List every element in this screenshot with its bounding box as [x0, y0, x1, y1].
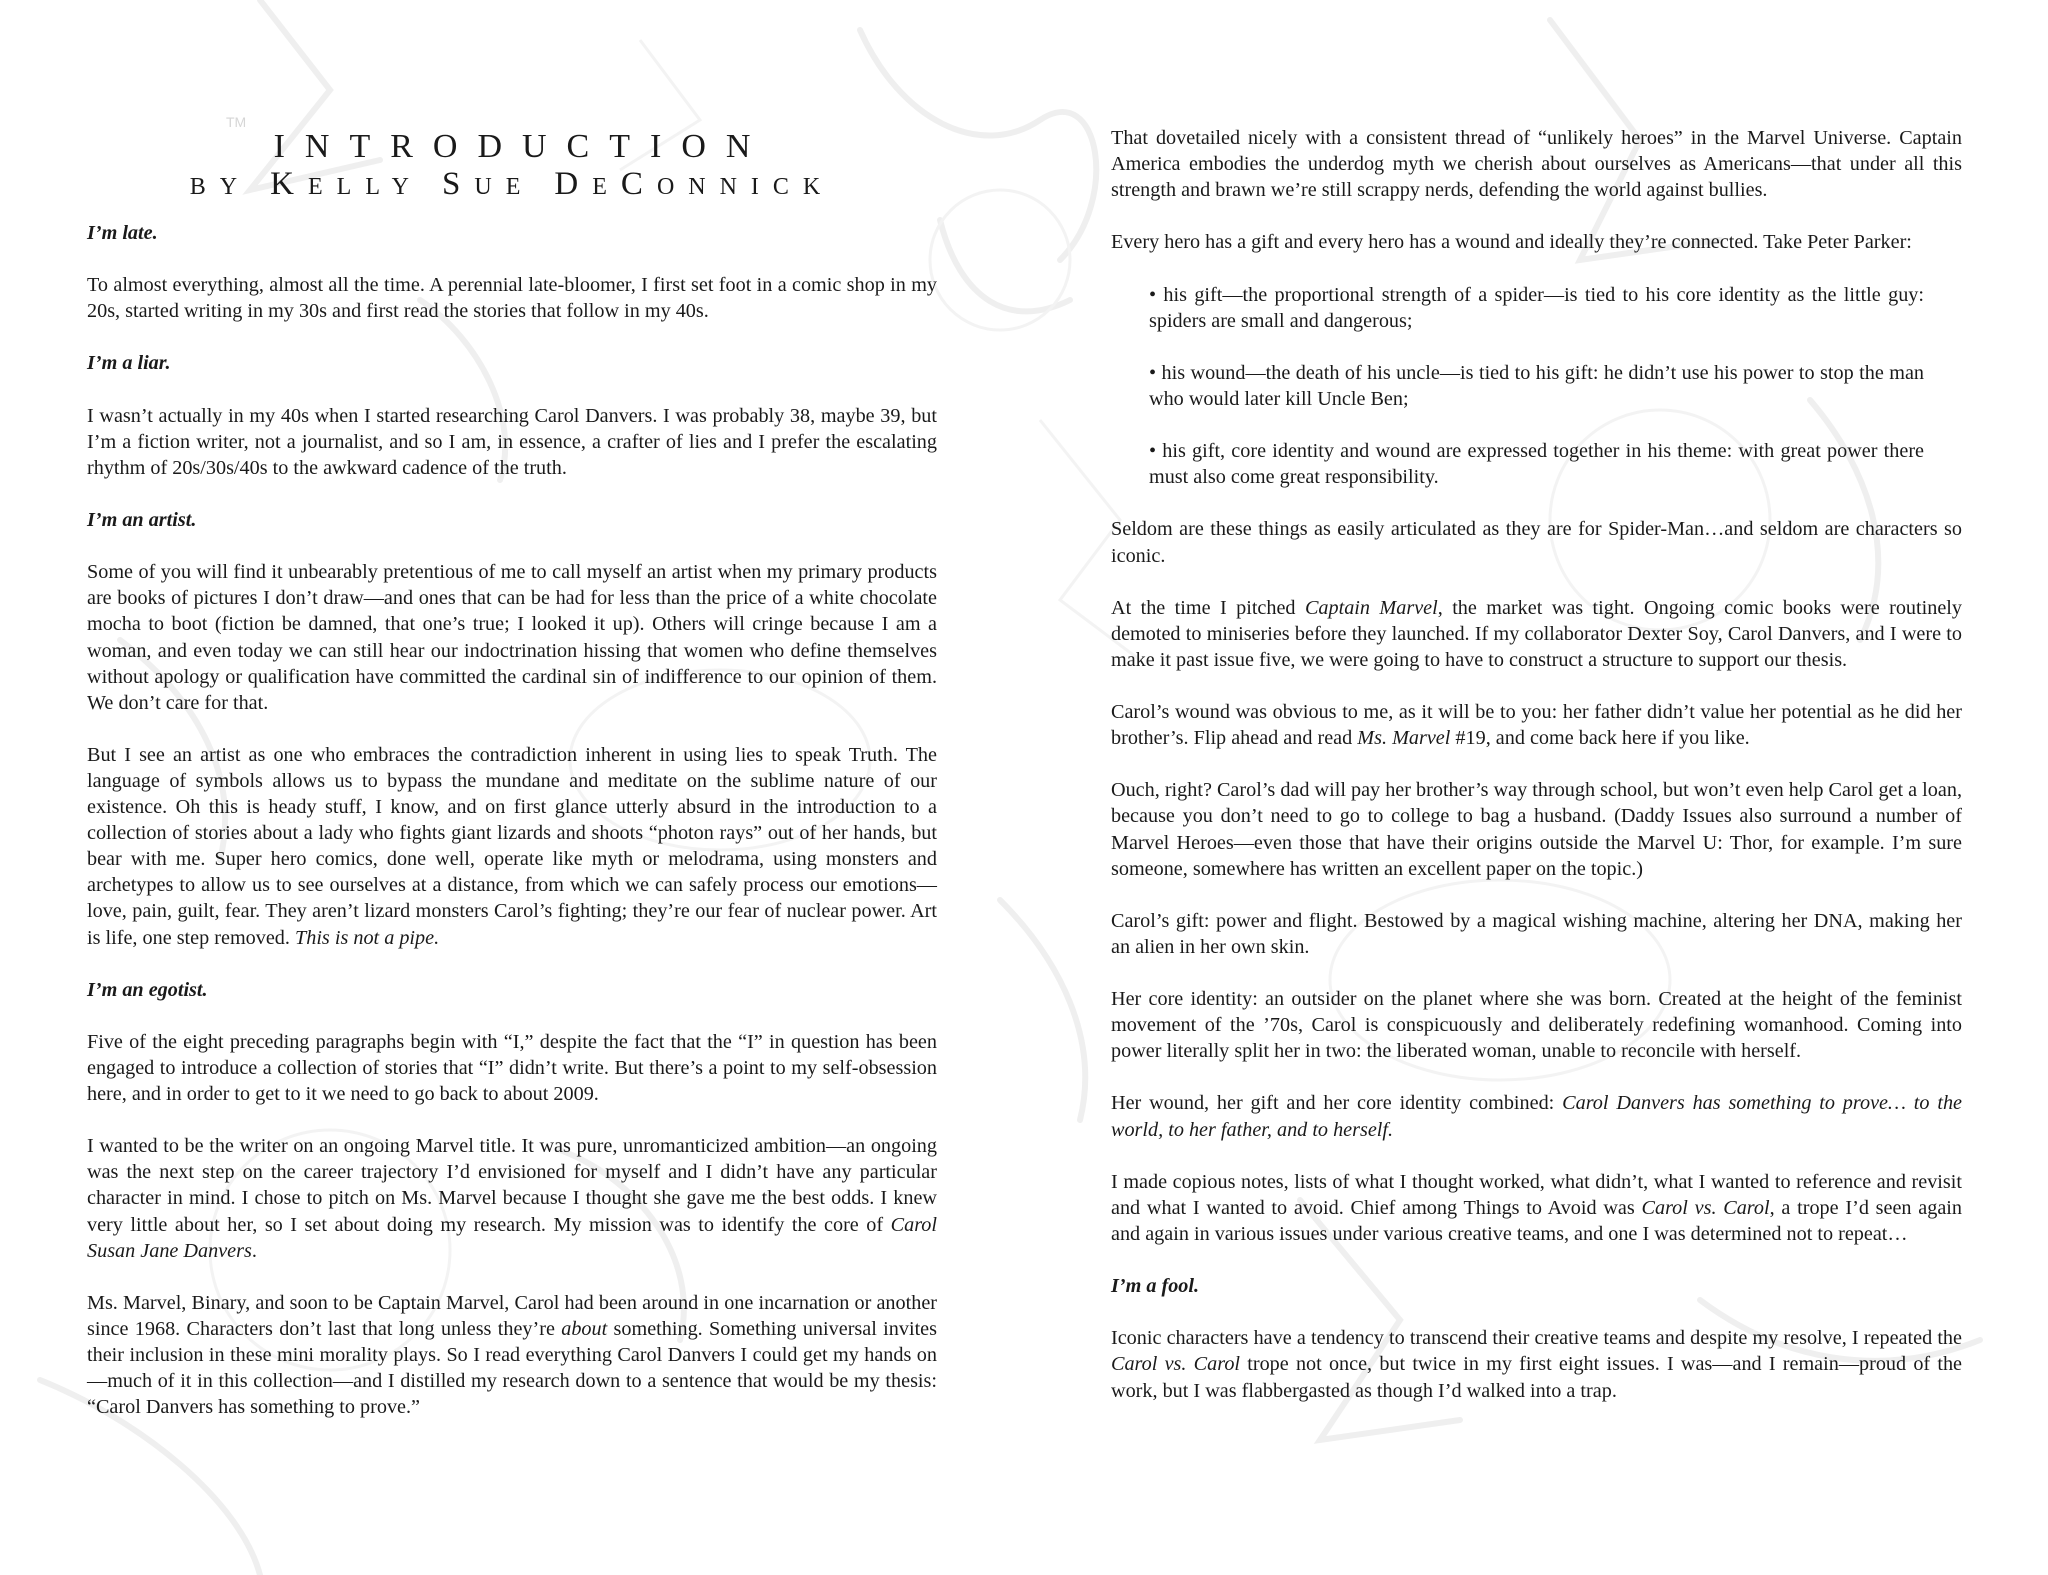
- paragraph: Seldom are these things as easily articulated as they are for Spider-Man…and seldom are characters so iconic.: [1111, 518, 1962, 567]
- bullet-item: • his gift—the proportional strength of a spider—is tied to his core identity as the little guy: spiders are small and dangerous;: [1149, 283, 1924, 332]
- paragraph: Iconic characters have a tendency to transcend their creative teams and despite my resolve, I repeated the Carol vs. Carol trope not once, but twice in my first eight issues. I was—and I remain—proud of the work, but I was flabbergasted as though I’d walked into a trap.: [1111, 1327, 1963, 1402]
- section-heading: I’m late.: [87, 222, 158, 244]
- paragraph: Five of the eight preceding paragraphs begin with “I,” despite the fact that the “I” in question has been engaged to introduce a collection of stories that “I” didn’t write. But there’s a point to my self-obsession here, and in order to get to it we need to go back to about 2009.: [87, 1030, 937, 1106]
- bullet-item: • his gift, core identity and wound are expressed together in his theme: with great power there must also come great responsibility.: [1149, 440, 1924, 489]
- title-block: [87, 125, 937, 202]
- paragraph: Her wound, her gift and her core identity combined: Carol Danvers has something to prove… to the world, to her father, and to herself.: [1111, 1092, 1963, 1141]
- paragraph: I wasn’t actually in my 40s when I started researching Carol Danvers. I was probably 38, maybe 39, but I’m a fiction writer, not a journalist, and so I am, in essence, a crafter of lies and I prefer the escalating rhythm of 20s/30s/40s to the awkward cadence of the truth.: [87, 404, 937, 479]
- left-column: [87, 125, 937, 1446]
- trademark-mark: TM: [226, 114, 247, 130]
- page-title: INTRODUCTION: [273, 128, 771, 165]
- paragraph: At the time I pitched Captain Marvel, the market was tight. Ongoing comic books were routinely demoted to miniseries before they launched. If my collaborator Dexter Soy, Carol Danvers, and I were to make it past issue five, we were going to have to construct a structure to support our thesis.: [1111, 596, 1962, 671]
- paragraph: Carol’s gift: power and flight. Bestowed by a magical wishing machine, altering her DNA, making her an alien in her own skin.: [1111, 909, 1962, 958]
- section-heading: I’m a fool.: [1111, 1275, 1200, 1298]
- paragraph: Ms. Marvel, Binary, and soon to be Captain Marvel, Carol had been around in one incarnation or another since 1968. Characters don’t last that long unless they’re about something. Something universal invites their inclusion in these mini morality plays. So I read everything Carol Danvers I could get my hands on—much of it in this collection—and I distilled my research down to a sentence that would be my thesis: “Carol Danvers has something to prove.”: [87, 1291, 937, 1419]
- paragraph: Carol’s wound was obvious to me, as it will be to you: her father didn’t value her potential as he did her brother’s. Flip ahead and read Ms. Marvel #19, and come back here if you like.: [1111, 701, 1962, 750]
- paragraph: Her core identity: an outsider on the planet where she was born. Created at the height of the feminist movement of the ’70s, Carol is conspicuously and deliberately redefining womanhood. Coming into power literally split her in two: the liberated woman, unable to reconcile with herself.: [1111, 988, 1962, 1063]
- paragraph: I wanted to be the writer on an ongoing Marvel title. It was pure, unromanticized ambition—an ongoing was the next step on the career trajectory I’d envisioned for myself and I didn’t have any particular character in mind. I chose to pitch on Ms. Marvel because I thought she gave me the best odds. I knew very little about her, so I set about doing my research. My mission was to identify the core of Carol Susan Jane Danvers.: [87, 1135, 938, 1262]
- paragraph: I made copious notes, lists of what I thought worked, what didn’t, what I wanted to reference and revisit and what I wanted to avoid. Chief among Things to Avoid was Carol vs. Carol, a trope I’d seen again and again in various issues under various creative teams, and one I was determined not to repeat…: [1111, 1170, 1962, 1245]
- section-heading: I’m an artist.: [87, 509, 197, 532]
- right-column: [1111, 125, 1962, 1430]
- paragraph: To almost everything, almost all the time. A perennial late-bloomer, I first set foot in a comic shop in my 20s, started writing in my 30s and first read the stories that follow in my 40s.: [87, 274, 937, 323]
- paragraph: Every hero has a gift and every hero has a wound and ideally they’re connected. Take Peter Parker:: [1111, 231, 1912, 254]
- section-heading: I’m a liar.: [87, 352, 171, 375]
- paragraph: That dovetailed nicely with a consistent thread of “unlikely heroes” in the Marvel Universe. Captain America embodies the underdog myth we cherish about ourselves as Americans—that under all this strength and brawn we’re still scrappy nerds, defending the world against bullies.: [1111, 127, 1962, 202]
- paragraph: But I see an artist as one who embraces the contradiction inherent in using lies to speak Truth. The language of symbols allows us to bypass the mundane and meditate on the sublime nature of our existence. Oh this is heady stuff, I know, and on first glance utterly absurd in the introduction to a collection of stories about a lady who fights giant lizards and shoots “photon rays” out of her hands, but bear with me. Super hero comics, done well, operate like myth or melodrama, using monsters and archetypes to allow us to see ourselves at a distance, from which we can safely process our emotions—love, pain, guilt, fear. They aren’t lizard monsters Carol’s fighting; they’re our fear of nuclear power. Art is life, one step removed. This is not a pipe.: [87, 743, 937, 949]
- section-heading: I’m an egotist.: [87, 978, 208, 1001]
- paragraph: Some of you will find it unbearably pretentious of me to call myself an artist when my primary products are books of pictures I don’t draw—and ones that can be had for less than the price of a white chocolate mocha to boot (fiction be damned, that one’s true; I looked it up). Others will cringe because I am a woman, and even today we can still hear our indoctrination hissing that women who define themselves without apology or qualification have committed the cardinal sin of indifference to our opinion of them. We don’t care for that.: [87, 561, 937, 714]
- bullet-item: • his wound—the death of his uncle—is tied to his gift: he didn’t use his power to stop the man who would later kill Uncle Ben;: [1149, 361, 1924, 410]
- paragraph: Ouch, right? Carol’s dad will pay her brother’s way through school, but won’t even help Carol get a loan, because you don’t need to go to college to bag a husband. (Daddy Issues also surround a number of Marvel Heroes—even those that have their origins outside the Marvel U: Thor, for example. I’m sure someone, somewhere has written an excellent paper on the topic.): [1111, 779, 1962, 880]
- byline: BY KELLY SUE DECONNICK: [189, 166, 835, 202]
